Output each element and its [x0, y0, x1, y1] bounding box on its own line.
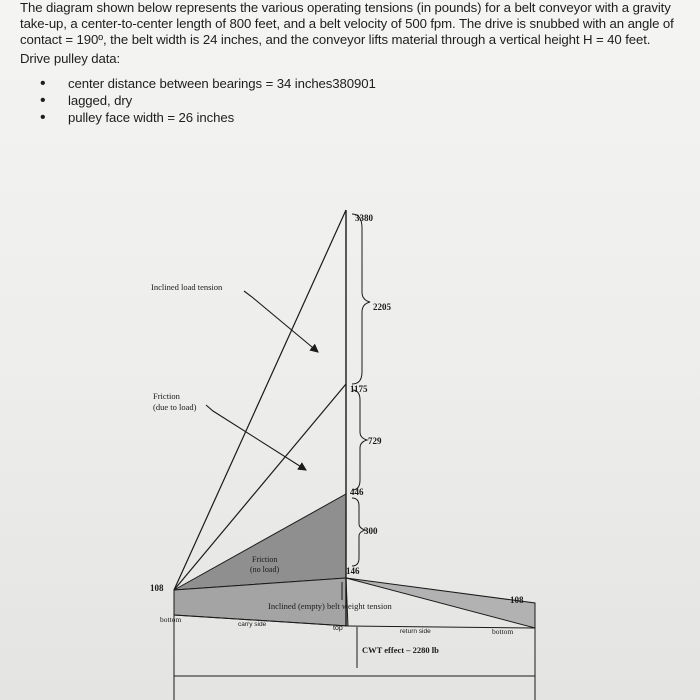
tension-446: 446	[350, 487, 364, 497]
tension-2205: 2205	[373, 302, 391, 312]
drive-pulley-title: Drive pulley data:	[20, 51, 121, 66]
inclined-load-arrow	[244, 291, 318, 352]
tension-108-right: 108	[510, 595, 524, 605]
brace-729	[352, 390, 367, 490]
label-inclined-empty-belt: Inclined (empty) belt weight tension	[268, 601, 392, 611]
label-carry-side: carry side	[238, 621, 267, 628]
label-friction-noload-line1: Friction	[252, 555, 278, 564]
bullet-face-width: • pulley face width = 26 inches	[40, 109, 695, 126]
label-bottom-right: bottom	[492, 627, 514, 636]
friction-no-load-region	[174, 494, 346, 590]
label-bottom-left: bottom	[160, 615, 182, 624]
label-return-side: return side	[400, 628, 431, 635]
tension-300: 300	[364, 526, 378, 536]
tension-146: 146	[346, 566, 360, 576]
label-top: top	[333, 625, 343, 632]
tension-3380: 3380	[355, 213, 373, 223]
label-inclined-load-tension: Inclined load tension	[151, 282, 223, 292]
problem-intro: The diagram shown below represents the various operating tensions (in pounds) for a belt conveyor with a gravity take-up, a center-to-center length of 800 feet, and a belt velocity of 500 fpm. The drive is snubbed with an angle of contact = 190º, the belt width is 24 inches, and the conveyor lifts material through a vertical height H = 40 feet.	[20, 0, 674, 47]
brace-2205	[352, 214, 370, 384]
label-friction-load-line2: (due to load)	[153, 402, 197, 412]
tension-1175: 1175	[350, 384, 368, 394]
tension-108-left: 108	[150, 583, 164, 593]
bullet-lagged: • lagged, dry	[40, 92, 695, 109]
tension-729: 729	[368, 436, 382, 446]
label-friction-load-line1: Friction	[153, 391, 180, 401]
bullet-center-distance: • center distance between bearings = 34 inches380901	[40, 75, 695, 92]
label-friction-noload-line2: (no load)	[250, 565, 280, 574]
label-cwt-effect: CWT effect – 2280 lb	[362, 645, 439, 655]
friction-load-arrow	[206, 405, 306, 470]
